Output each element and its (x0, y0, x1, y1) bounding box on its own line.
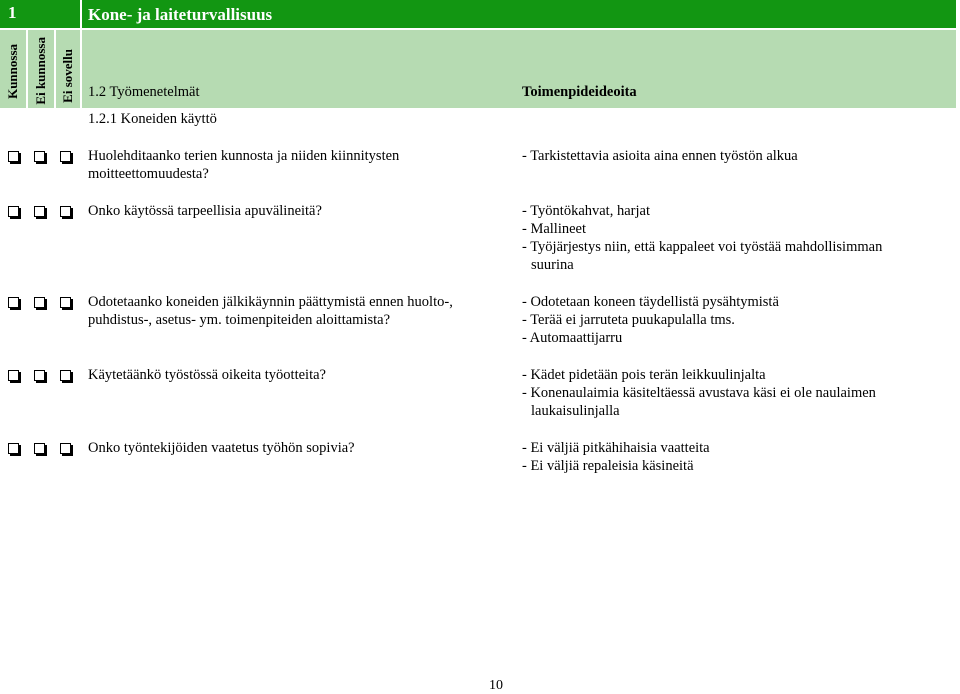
action-item: - Automaattijarru (522, 330, 623, 346)
action-item-continuation: suurina (531, 257, 574, 273)
status-label-ok: Kunnossa (5, 44, 20, 99)
action-item: - Kädet pidetään pois terän leikkuulinjalta (522, 367, 766, 383)
page-number: 10 (489, 678, 503, 693)
checkbox-ok[interactable] (8, 206, 19, 217)
status-label-not-ok: Ei kunnossa (33, 37, 48, 105)
action-item: - Työntökahvat, harjat (522, 203, 650, 219)
question-text (88, 202, 322, 220)
checkbox-group (8, 443, 71, 454)
action-item: - Mallineet (522, 221, 587, 237)
subsection-title: 1.2 Työmenetelmät (88, 84, 200, 100)
question-line: Onko käytössä tarpeellisia apuvälineitä? (88, 203, 322, 219)
actions-heading: Toimenpideideoita (522, 84, 637, 100)
question-line: Onko työntekijöiden vaatetus työhön sopivia? (88, 440, 355, 456)
checkbox-na[interactable] (60, 297, 71, 308)
action-item: - Ei väljiä pitkähihaisia vaatteita (522, 440, 710, 456)
action-list (522, 293, 779, 347)
action-item: - Terää ei jarruteta puukapulalla tms. (522, 312, 735, 328)
action-list (522, 366, 876, 420)
question-text (88, 147, 399, 183)
question-text (88, 293, 453, 329)
checkbox-na[interactable] (60, 206, 71, 217)
section-number: 1 (0, 0, 80, 28)
checkbox-group (8, 370, 71, 381)
action-list (522, 202, 882, 274)
checkbox-ok[interactable] (8, 370, 19, 381)
question-line: Huolehditaanko terien kunnosta ja niiden kiinnitysten (88, 148, 400, 164)
checkbox-not-ok[interactable] (34, 151, 45, 162)
action-item: - Odotetaan koneen täydellistä pysähtymistä (522, 294, 779, 310)
question-line: moitteettomuudesta? (88, 166, 209, 182)
checkbox-not-ok[interactable] (34, 443, 45, 454)
action-item: - Konenaulaimia käsiteltäessä avustava käsi ei ole naulaimen (522, 385, 876, 401)
checkbox-ok[interactable] (8, 443, 19, 454)
action-list (522, 147, 798, 165)
checkbox-na[interactable] (60, 151, 71, 162)
section-title: Kone- ja laiteturvallisuus (82, 0, 956, 28)
checkbox-not-ok[interactable] (34, 297, 45, 308)
question-line: Odotetaanko koneiden jälkikäynnin päättymistä ennen huolto-, (88, 294, 453, 310)
checkbox-group (8, 206, 71, 217)
action-item: - Työjärjestys niin, että kappaleet voi työstää mahdollisimman (522, 239, 883, 255)
checkbox-group (8, 297, 71, 308)
checkbox-not-ok[interactable] (34, 206, 45, 217)
checkbox-group (8, 151, 71, 162)
subsubsection-title: 1.2.1 Koneiden käyttö (88, 111, 217, 127)
question-text (88, 366, 326, 384)
action-item-continuation: laukaisulinjalla (531, 403, 620, 419)
checkbox-na[interactable] (60, 370, 71, 381)
action-item: - Tarkistettavia asioita aina ennen työstön alkua (522, 148, 798, 164)
subsection-header-band (82, 30, 956, 108)
question-line: puhdistus-, asetus- ym. toimenpiteiden aloittamista? (88, 312, 391, 328)
action-item: - Ei väljiä repaleisia käsineitä (522, 458, 694, 474)
checkbox-ok[interactable] (8, 151, 19, 162)
checkbox-ok[interactable] (8, 297, 19, 308)
question-line: Käytetäänkö työstössä oikeita työotteita? (88, 367, 326, 383)
question-text (88, 439, 355, 457)
action-list (522, 439, 710, 475)
checkbox-not-ok[interactable] (34, 370, 45, 381)
checkbox-na[interactable] (60, 443, 71, 454)
status-label-na: Ei sovellu (60, 49, 75, 103)
